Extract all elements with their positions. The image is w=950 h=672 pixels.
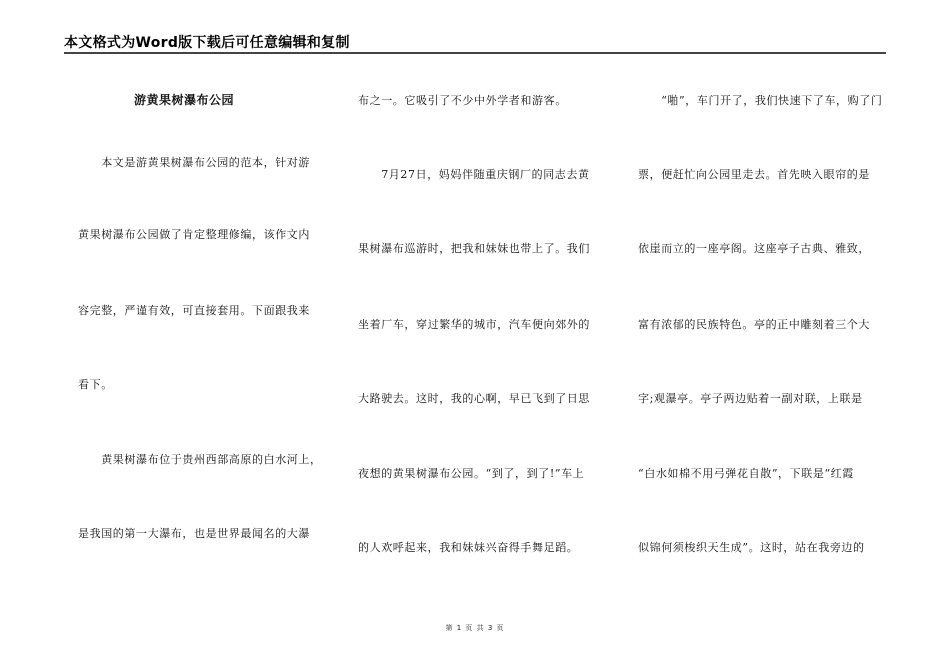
text-line: 看下。 <box>78 378 113 391</box>
text-line: 大路驶去。这时，我的心啊，早已飞到了日思 <box>358 392 590 405</box>
text-line: 7月27日，妈妈伴随重庆钢厂的同志去黄 <box>358 168 590 181</box>
text-line: 的人欢呼起来，我和妹妹兴奋得手舞足蹈。 <box>358 541 579 554</box>
text-line: 依崖而立的一座亭阁。这座亭子古典、雅致， <box>638 242 870 255</box>
page-number: 第 1 页 共 3 页 <box>445 624 505 632</box>
text-line: 黄果树瀑布位于贵州西部高原的白水河上， <box>78 453 322 466</box>
text-line: 坐着厂车，穿过繁华的城市，汽车便向郊外的 <box>358 318 590 331</box>
text-line: 容完整，严谨有效，可直接套用。下面跟我来 <box>78 304 310 317</box>
document-header <box>64 22 886 52</box>
text-line: “啪”，车门开了，我们快速下了车，购了门 <box>638 94 883 107</box>
text-line: 本文是游黄果树瀑布公园的范本，针对游 <box>78 156 310 169</box>
text-line: 夜想的黄果树瀑布公园。“到了，到了!”车上 <box>358 467 585 480</box>
article-title: 游黄果树瀑布公园 <box>134 93 235 107</box>
text-line: 布之一。它吸引了不少中外学者和游客。 <box>358 94 567 107</box>
text-line: 黄果树瀑布公园做了肯定整理修编，该作文内 <box>78 228 310 241</box>
header-title: 本文格式为Word版下载后可任意编辑和复制 <box>64 35 350 51</box>
text-line: 是我国的第一大瀑布，也是世界最闻名的大瀑 <box>78 527 310 540</box>
header-divider <box>64 52 886 54</box>
text-line: 票，便赶忙向公园里走去。首先映入眼帘的是 <box>638 168 870 181</box>
text-line: “白水如棉不用弓弹花自散”，下联是“红霞 <box>638 467 854 480</box>
text-line: 似锦何须梭织天生成”。这时，站在我旁边的 <box>638 541 865 554</box>
text-line: 字;观瀑亭。亭子两边贴着一副对联，上联是 <box>638 392 863 405</box>
text-line: 富有浓郁的民族特色。亭的正中雕刻着三个大 <box>638 318 870 331</box>
text-line: 果树瀑布巡游时，把我和妹妹也带上了。我们 <box>358 242 590 255</box>
